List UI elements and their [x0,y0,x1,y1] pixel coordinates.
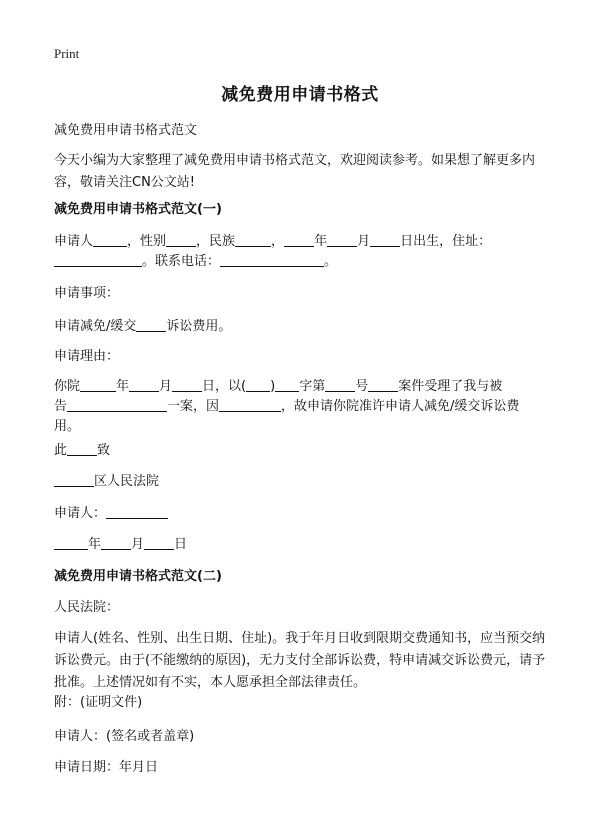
reason-line-1 [54,376,554,398]
reason-yian: 一案，因 [167,399,220,414]
sample-two-body: 申请人(姓名、性别、出生日期、住址)。我于年月日收到限期交费通知书，应当预交纳诉讼费元。由于(不能缴纳的原因)，无力支付全部诉讼费，特申请减交诉讼费元，请予批准。上述情况如有不实，本人愿承担全部法律责任。 [54,631,546,690]
court-name: 区人民法院 [94,474,160,489]
blank-date-day [144,535,174,550]
page-title: 减免费用申请书格式 [221,85,379,105]
sample-one-heading: 减免费用申请书格式范文(一) [54,202,222,217]
blank-ethnicity [235,232,271,247]
blank-case-year [80,377,116,392]
reason-day: 日，以( [202,379,247,394]
intro-paragraph: 今天小编为大家整理了减免费用申请书格式范文，欢迎阅读参考。如果想了解更多内容，敬请关注CN公文站! [54,153,536,190]
blank-birth-day [370,232,400,247]
comma-text: ， [271,234,285,249]
blank-signer [106,504,168,519]
blank-case-type [246,377,270,392]
court-line [54,471,554,493]
blank-defendant [67,397,167,412]
phone-label: 。联系电话： [142,254,221,269]
blank-case-month [129,377,159,392]
reason-defendant: 告 [54,399,68,414]
blank-address [54,252,142,267]
blank-birth-year [284,232,314,247]
blank-phone [220,252,324,267]
blank-case-no [325,377,355,392]
signer-line [54,503,554,525]
period-text: 。 [324,254,338,269]
blank-district [54,472,94,487]
blank-case-extra [368,377,398,392]
reason-zi: 字第 [299,379,326,394]
reason-case: 案件受理了我与被 [398,379,503,394]
matter-suffix: 诉讼费用。 [166,319,232,334]
salutation-line [54,440,554,462]
born-address-label: 日出生，住址： [400,234,492,249]
signer-label: 申请人： [54,506,107,521]
applicant-info-line [54,231,554,253]
salutation-ci: 此 [54,443,68,458]
reason-line-3: 用。 [54,419,81,434]
date-day: 日 [174,537,188,552]
reason-close-paren: ) [270,379,276,394]
month-label: 月 [357,234,371,249]
blank-salutation [67,441,97,456]
ethnicity-label: ，民族 [196,234,236,249]
reason-month: 月 [159,379,173,394]
phone-line [54,251,554,273]
reason-court: 你院 [54,379,81,394]
blank-cause [219,397,281,412]
addressee-line: 人民法院： [54,600,120,615]
blank-birth-month [327,232,357,247]
blank-date-month [101,535,131,550]
print-link[interactable]: Print [54,46,80,61]
blank-gender [166,232,196,247]
date-month: 月 [131,537,145,552]
blank-name [93,232,127,247]
matter-prefix: 申请减免/缓交 [54,319,137,334]
reason-label: 申请理由： [54,349,120,364]
reason-hao: 号 [355,379,369,394]
matter-line [54,316,554,338]
sample-two-heading: 减免费用申请书格式范文(二) [54,569,222,584]
reason-line-2 [54,396,554,418]
matter-label: 申请事项： [54,286,120,301]
attachment-line: 附：(证明文件) [54,695,143,710]
salutation-zhi: 致 [97,443,111,458]
application-date-line: 申请日期：年月日 [54,760,159,775]
date-year: 年 [88,537,102,552]
reason-rest: ，故申请你院准许申请人减免/缓交诉讼费 [281,399,520,414]
date-line [54,534,554,556]
blank-case-word [275,377,299,392]
subtitle: 减免费用申请书格式范文 [54,123,198,138]
gender-label: ，性别 [127,234,167,249]
year-label: 年 [314,234,328,249]
blank-amount [136,317,166,332]
applicant-label: 申请人 [54,234,94,249]
signature-line: 申请人：(签名或者盖章) [54,729,195,744]
reason-year: 年 [116,379,130,394]
blank-date-year [54,535,88,550]
blank-case-day [172,377,202,392]
